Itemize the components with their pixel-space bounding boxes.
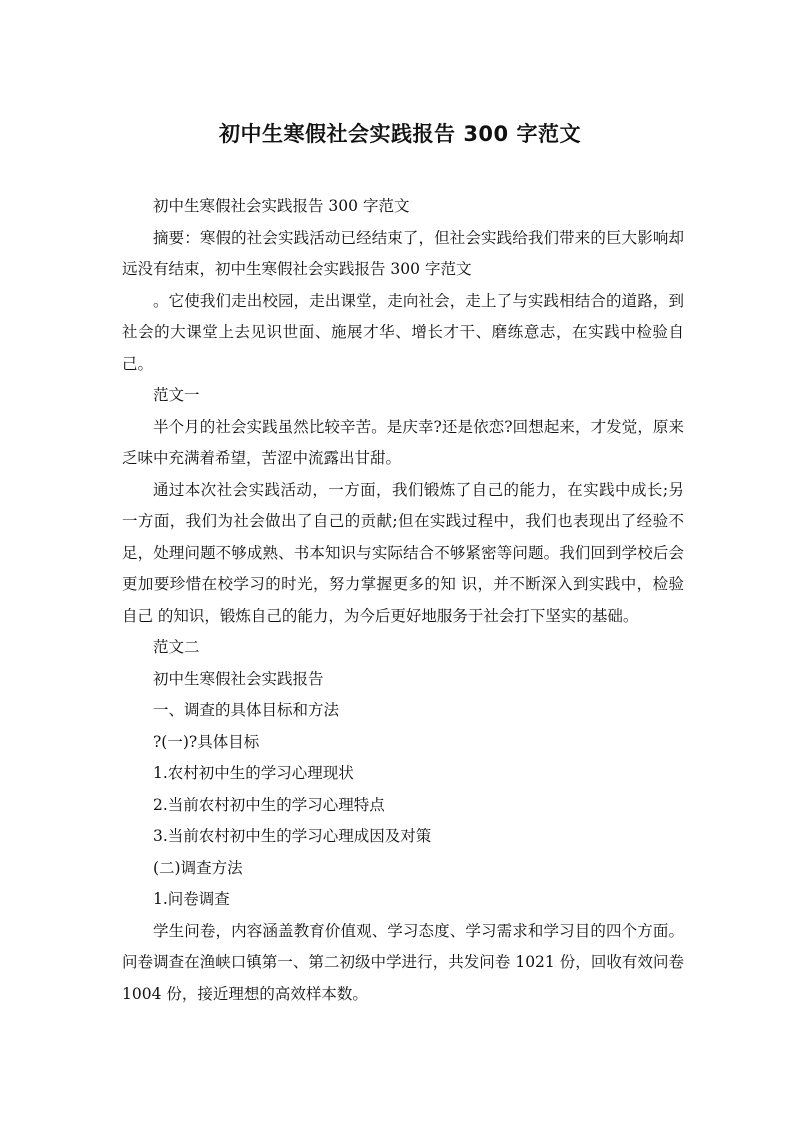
paragraph-abstract: 摘要：寒假的社会实践活动已经结束了，但社会实践给我们带来的巨大影响却远没有结束，初中生寒假社会实践报告 300 字范文 [122, 228, 684, 278]
report-title: 初中生寒假社会实践报告 [153, 669, 324, 688]
section-heading: 一、调查的具体目标和方法 [153, 701, 340, 719]
list-item: 1.农村初中生的学习心理现状 [153, 764, 354, 782]
paragraph: 通过本次社会实践活动，一方面，我们锻炼了自己的能力，在实践中成长;另一方面，我们为社会做出了自己的贡献;但在实践过程中，我们也表现出了经验不足，处理问题不够成熟、书本知识与实际结合不够紧密等问题。我们回到学校后会更加要珍惜在校学习的时光，努力掌握更多的知 识，并不断深入到实践中，检验自己 的知识，锻炼自己的能力，为今后更好地服务于社会打下坚实的基础。 [122, 480, 684, 625]
document-body [122, 191, 684, 1010]
paragraph-subtitle: 初中生寒假社会实践报告 300 字范文 [153, 197, 410, 215]
list-item: 3.当前农村初中生的学习心理成因及对策 [153, 827, 432, 845]
paragraph: 半个月的社会实践虽然比较辛苦。是庆幸?还是依恋?回想起来，才发觉，原来乏味中充满着希望，苦涩中流露出甘甜。 [122, 417, 684, 467]
list-item: 1.问卷调查 [153, 890, 230, 908]
paragraph: 学生问卷，内容涵盖教育价值观、学习态度、学习需求和学习目的四个方面。问卷调查在渔峡口镇第一、第二初级中学进行，共发问卷 1021 份，回收有效问卷 1004 份，接近理想的高效样本数。 [122, 921, 684, 1003]
paragraph-abstract-continued: 。它使我们走出校园，走出课堂，走向社会，走上了与实践相结合的道路，到社会的大课堂上去见识世面、施展才华、增长才干、磨练意志，在实践中检验自己。 [122, 291, 684, 373]
subsection-heading: ?(一)?具体目标 [153, 732, 260, 751]
document-title: 初中生寒假社会实践报告 300 字范文 [219, 122, 581, 146]
list-item: 2.当前农村初中生的学习心理特点 [153, 795, 385, 814]
section-heading-sample-one: 范文一 [153, 386, 200, 404]
subsection-heading: (二)调查方法 [153, 858, 243, 877]
section-heading-sample-two: 范文二 [153, 638, 200, 656]
